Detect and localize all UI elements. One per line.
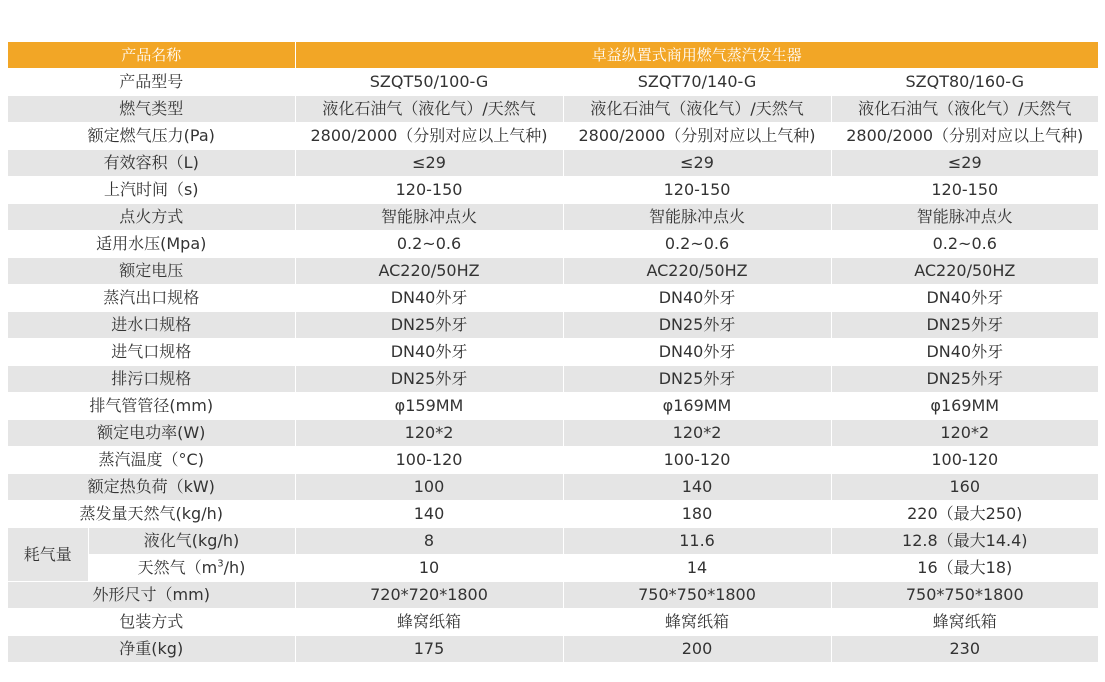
cell-value: 液化石油气（液化气）/天然气 xyxy=(563,96,831,123)
cell-value: DN40外牙 xyxy=(831,339,1098,366)
table-row xyxy=(8,123,1098,150)
table-row-ng xyxy=(8,555,1098,582)
cell-value: ≤29 xyxy=(563,150,831,177)
cell-value: 智能脉冲点火 xyxy=(295,204,563,231)
table-row xyxy=(8,177,1098,204)
cell-value: DN25外牙 xyxy=(831,312,1098,339)
table-row xyxy=(8,474,1098,501)
row-label: 上汽时间（s) xyxy=(8,177,295,204)
cell-value: 120*2 xyxy=(295,420,563,447)
cell-value: 2800/2000（分别对应以上气种) xyxy=(295,123,563,150)
cell-value: DN40外牙 xyxy=(563,285,831,312)
cell-value: 16（最大18) xyxy=(831,555,1098,582)
row-label: 净重(kg) xyxy=(8,636,295,663)
table-row xyxy=(8,339,1098,366)
cell-value: 智能脉冲点火 xyxy=(563,204,831,231)
cell-value: 100 xyxy=(295,474,563,501)
cell-value: ≤29 xyxy=(295,150,563,177)
header-row xyxy=(8,42,1098,69)
table-row xyxy=(8,366,1098,393)
cell-value: 0.2~0.6 xyxy=(563,231,831,258)
cell-value: AC220/50HZ xyxy=(295,258,563,285)
product-title: 卓益纵置式商用燃气蒸汽发生器 xyxy=(295,42,1098,69)
table-row xyxy=(8,582,1098,609)
cell-value: 160 xyxy=(831,474,1098,501)
cell-value: DN40外牙 xyxy=(563,339,831,366)
row-label: 额定电压 xyxy=(8,258,295,285)
cell-value: 11.6 xyxy=(563,528,831,555)
cell-value: 12.8（最大14.4) xyxy=(831,528,1098,555)
ng-label-suffix: /h) xyxy=(223,558,246,577)
cell-value: 120-150 xyxy=(563,177,831,204)
table-row xyxy=(8,96,1098,123)
cell-value: 750*750*1800 xyxy=(831,582,1098,609)
cell-value: DN25外牙 xyxy=(563,366,831,393)
cell-value: 120-150 xyxy=(295,177,563,204)
cell-value: 120*2 xyxy=(831,420,1098,447)
row-label: 蒸汽出口规格 xyxy=(8,285,295,312)
cell-value: 140 xyxy=(563,474,831,501)
cell-value: φ169MM xyxy=(831,393,1098,420)
cell-value: DN40外牙 xyxy=(831,285,1098,312)
table-row xyxy=(8,258,1098,285)
row-label: 进气口规格 xyxy=(8,339,295,366)
table-row xyxy=(8,501,1098,528)
cell-value: 175 xyxy=(295,636,563,663)
cell-value: AC220/50HZ xyxy=(563,258,831,285)
cell-value: 0.2~0.6 xyxy=(831,231,1098,258)
cell-value: 8 xyxy=(295,528,563,555)
cell-value: 230 xyxy=(831,636,1098,663)
row-label: 产品型号 xyxy=(8,69,295,96)
cell-value: 蜂窝纸箱 xyxy=(295,609,563,636)
cell-value: AC220/50HZ xyxy=(831,258,1098,285)
ng-label-sup: 3 xyxy=(217,558,224,570)
cell-value: 220（最大250) xyxy=(831,501,1098,528)
table-row xyxy=(8,204,1098,231)
table-row xyxy=(8,69,1098,96)
table-row xyxy=(8,636,1098,663)
table-row xyxy=(8,150,1098,177)
cell-value: 720*720*1800 xyxy=(295,582,563,609)
row-label: 有效容积（L) xyxy=(8,150,295,177)
cell-value: 蜂窝纸箱 xyxy=(831,609,1098,636)
cell-value: 智能脉冲点火 xyxy=(831,204,1098,231)
cell-value: DN25外牙 xyxy=(295,366,563,393)
table-row xyxy=(8,285,1098,312)
table-row xyxy=(8,312,1098,339)
row-label: 燃气类型 xyxy=(8,96,295,123)
row-label: 排气管管径(mm) xyxy=(8,393,295,420)
row-label: 进水口规格 xyxy=(8,312,295,339)
spec-table xyxy=(8,42,1098,663)
cell-value: SZQT80/160-G xyxy=(831,69,1098,96)
cell-value: φ169MM xyxy=(563,393,831,420)
row-label: 额定热负荷（kW) xyxy=(8,474,295,501)
table-row xyxy=(8,231,1098,258)
row-label: 包装方式 xyxy=(8,609,295,636)
cell-value: 0.2~0.6 xyxy=(295,231,563,258)
cell-value: DN25外牙 xyxy=(563,312,831,339)
row-label: 蒸发量天然气(kg/h) xyxy=(8,501,295,528)
cell-value: 10 xyxy=(295,555,563,582)
cell-value: 120-150 xyxy=(831,177,1098,204)
table-row xyxy=(8,609,1098,636)
cell-value: DN25外牙 xyxy=(831,366,1098,393)
cell-value: 100-120 xyxy=(563,447,831,474)
cell-value: 140 xyxy=(295,501,563,528)
cell-value: 750*750*1800 xyxy=(563,582,831,609)
cell-value: DN40外牙 xyxy=(295,285,563,312)
cell-value: 液化石油气（液化气）/天然气 xyxy=(831,96,1098,123)
cell-value: φ159MM xyxy=(295,393,563,420)
row-label: 点火方式 xyxy=(8,204,295,231)
cell-value: SZQT70/140-G xyxy=(563,69,831,96)
row-label: 蒸汽温度（°C) xyxy=(8,447,295,474)
cell-value: 100-120 xyxy=(295,447,563,474)
table-row xyxy=(8,447,1098,474)
table-row xyxy=(8,420,1098,447)
row-label: 排污口规格 xyxy=(8,366,295,393)
table-row xyxy=(8,393,1098,420)
cell-value: SZQT50/100-G xyxy=(295,69,563,96)
cell-value: 200 xyxy=(563,636,831,663)
consumption-group-label: 耗气量 xyxy=(8,528,88,582)
row-label: 适用水压(Mpa) xyxy=(8,231,295,258)
cell-value: 180 xyxy=(563,501,831,528)
cell-value: 液化石油气（液化气）/天然气 xyxy=(295,96,563,123)
row-label-ng xyxy=(88,555,295,582)
row-label: 外形尺寸（mm) xyxy=(8,582,295,609)
product-name-label: 产品名称 xyxy=(8,42,295,69)
row-label: 额定燃气压力(Pa) xyxy=(8,123,295,150)
ng-label-prefix: 天然气（m xyxy=(137,558,218,577)
table-row-lpg xyxy=(8,528,1098,555)
cell-value: 100-120 xyxy=(831,447,1098,474)
cell-value: 2800/2000（分别对应以上气种) xyxy=(831,123,1098,150)
cell-value: 蜂窝纸箱 xyxy=(563,609,831,636)
cell-value: 14 xyxy=(563,555,831,582)
row-label: 液化气(kg/h) xyxy=(88,528,295,555)
cell-value: ≤29 xyxy=(831,150,1098,177)
cell-value: DN25外牙 xyxy=(295,312,563,339)
cell-value: DN40外牙 xyxy=(295,339,563,366)
row-label: 额定电功率(W) xyxy=(8,420,295,447)
cell-value: 2800/2000（分别对应以上气种) xyxy=(563,123,831,150)
cell-value: 120*2 xyxy=(563,420,831,447)
